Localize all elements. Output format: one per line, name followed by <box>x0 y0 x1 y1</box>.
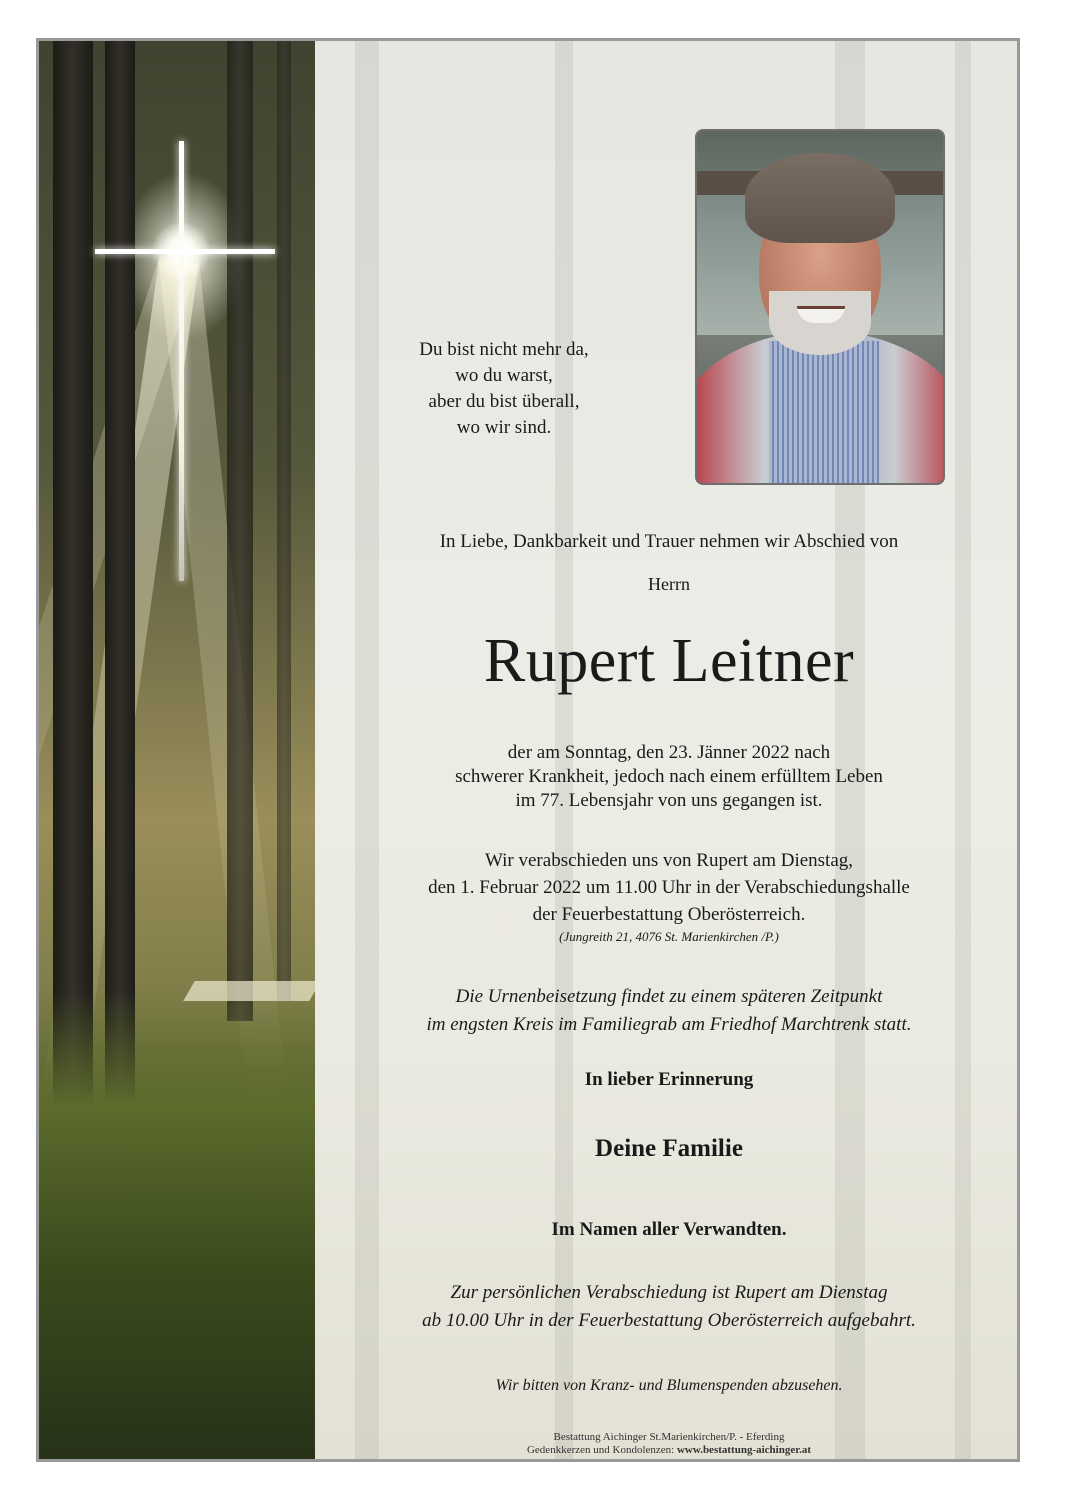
footer-condolence-label: Gedenkkerzen und Kondolenzen: <box>526 1444 677 1456</box>
farewell-line: Wir verabschieden uns von Rupert am Dienstag, <box>484 850 854 871</box>
cross-icon <box>179 141 184 581</box>
death-notice-line: im 77. Lebensjahr von uns gegangen ist. <box>515 790 823 811</box>
poem-line: wo wir sind. <box>456 417 552 438</box>
address: (Jungreith 21, 4076 St. Marienkirchen /P.) <box>559 929 779 944</box>
forest-photo <box>39 41 315 1459</box>
flowers-note: Wir bitten von Kranz- und Blumenspenden abzusehen. <box>495 1377 843 1394</box>
deceased-name: Rupert Leitner <box>483 627 855 695</box>
viewing-text <box>339 1279 999 1335</box>
urn-line: Die Urnenbeisetzung findet zu einem späteren Zeitpunkt <box>455 986 883 1007</box>
death-notice-line: schwerer Krankheit, jedoch nach einem erfülltem Leben <box>455 766 883 787</box>
obituary-card <box>36 38 1020 1462</box>
viewing-line: ab 10.00 Uhr in der Feuerbestattung Oberösterreich aufgebahrt. <box>422 1310 916 1331</box>
salutation: Herrn <box>648 574 690 594</box>
intro-text: In Liebe, Dankbarkeit und Trauer nehmen wir Abschied von <box>439 531 899 552</box>
memory-text: In lieber Erinnerung <box>584 1069 754 1090</box>
death-notice <box>359 741 979 813</box>
urn-line: im engsten Kreis im Familiegrab am Friedhof Marchtrenk statt. <box>426 1014 912 1035</box>
death-notice-line: der am Sonntag, den 23. Jänner 2022 nach <box>507 742 831 763</box>
viewing-line: Zur persönlichen Verabschiedung ist Rupert am Dienstag <box>450 1282 888 1303</box>
relatives-text: Im Namen aller Verwandten. <box>551 1219 787 1240</box>
portrait-photo <box>695 129 945 485</box>
poem-line: aber du bist überall, <box>428 391 580 412</box>
urn-text <box>339 983 999 1039</box>
farewell-line: der Feuerbestattung Oberösterreich. <box>532 904 806 925</box>
footer <box>359 1431 979 1457</box>
farewell-text <box>359 847 979 928</box>
footer-company: Bestattung Aichinger St.Marienkirchen/P. - Eferding <box>553 1431 785 1443</box>
poem-line: wo du warst, <box>455 365 553 386</box>
family-text: Deine Familie <box>595 1135 743 1162</box>
footer-website-link[interactable]: www.bestattung-aichinger.at <box>676 1444 812 1456</box>
poem-line: Du bist nicht mehr da, <box>419 339 589 360</box>
farewell-line: den 1. Februar 2022 um 11.00 Uhr in der Verabschiedungshalle <box>428 877 910 898</box>
poem <box>379 337 629 441</box>
